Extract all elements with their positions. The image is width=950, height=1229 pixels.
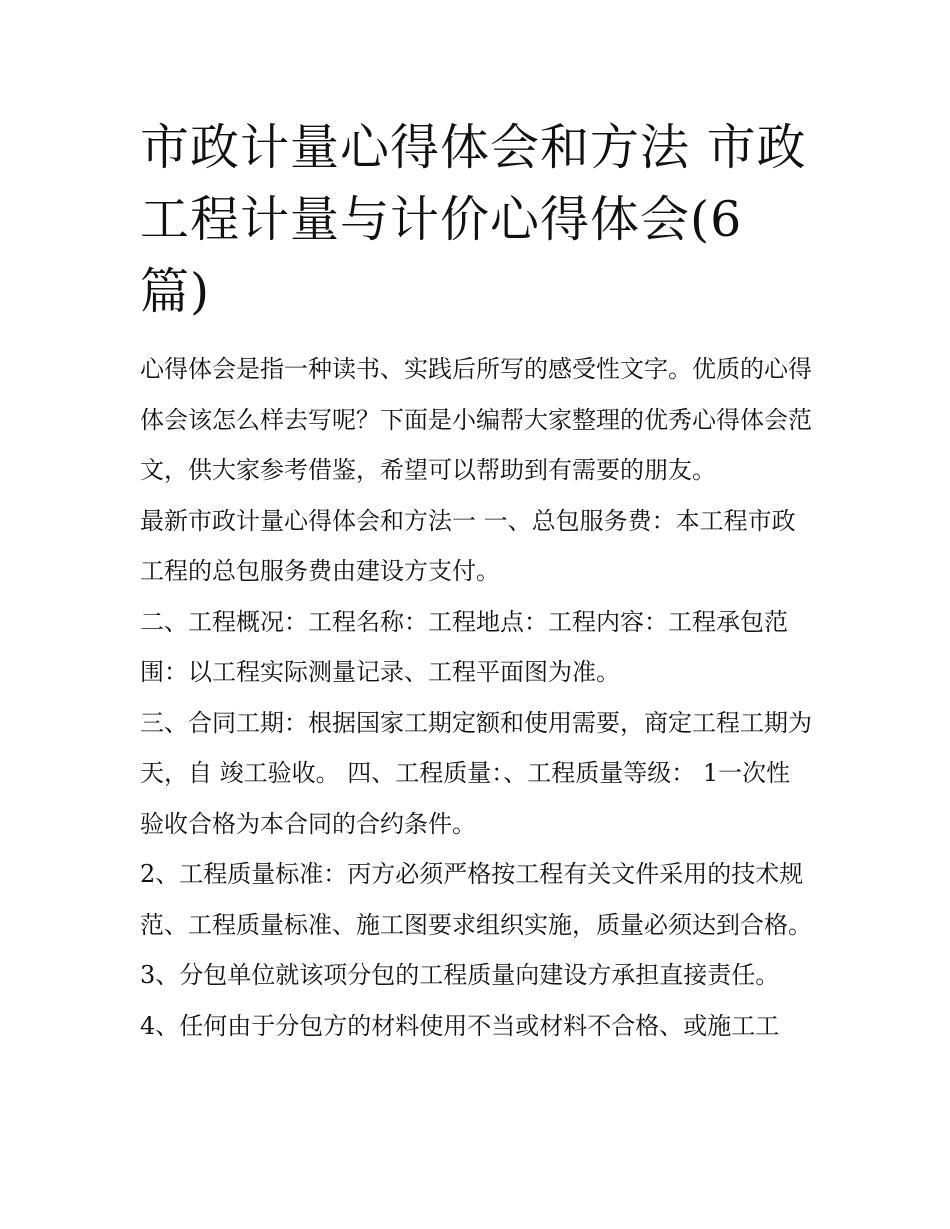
paragraph-project-overview: 二、工程概况：工程名称：工程地点：工程内容：工程承包范围：以工程实际测量记录、工程平面图为准。 xyxy=(140,607,788,686)
document-content xyxy=(140,112,812,1051)
paragraph-material-misuse: 4、任何由于分包方的材料使用不当或材料不合格、或施工工 xyxy=(140,1011,780,1040)
paragraph-service-fee: 最新市政计量心得体会和方法一 一、总包服务费：本工程市政工程的总包服务费由建设方支付。 xyxy=(140,506,796,585)
paragraph-quality-standard: 2、工程质量标准：丙方必须严格按工程有关文件采用的技术规范、工程质量标准、施工图要求组织实施，质量必须达到合格。 xyxy=(140,860,812,939)
paragraph-contract-period: 三、合同工期：根据国家工期定额和使用需要，商定工程工期为天，自 竣工验收。 四、工程质量：、工程质量等级： 1一次性验收合格为本合同的合约条件。 xyxy=(140,708,812,838)
document-title: 市政计量心得体会和方法 市政工程计量与计价心得体会(6篇) xyxy=(140,119,807,320)
paragraph-intro: 心得体会是指一种读书、实践后所写的感受性文字。优质的心得体会该怎么样去写呢？下面是小编帮大家整理的优秀心得体会范文，供大家参考借鉴，希望可以帮助到有需要的朋友。 xyxy=(140,355,812,484)
document-body xyxy=(140,344,812,1051)
paragraph-subcontractor-liability: 3、分包单位就该项分包的工程质量向建设方承担直接责任。 xyxy=(140,961,780,989)
